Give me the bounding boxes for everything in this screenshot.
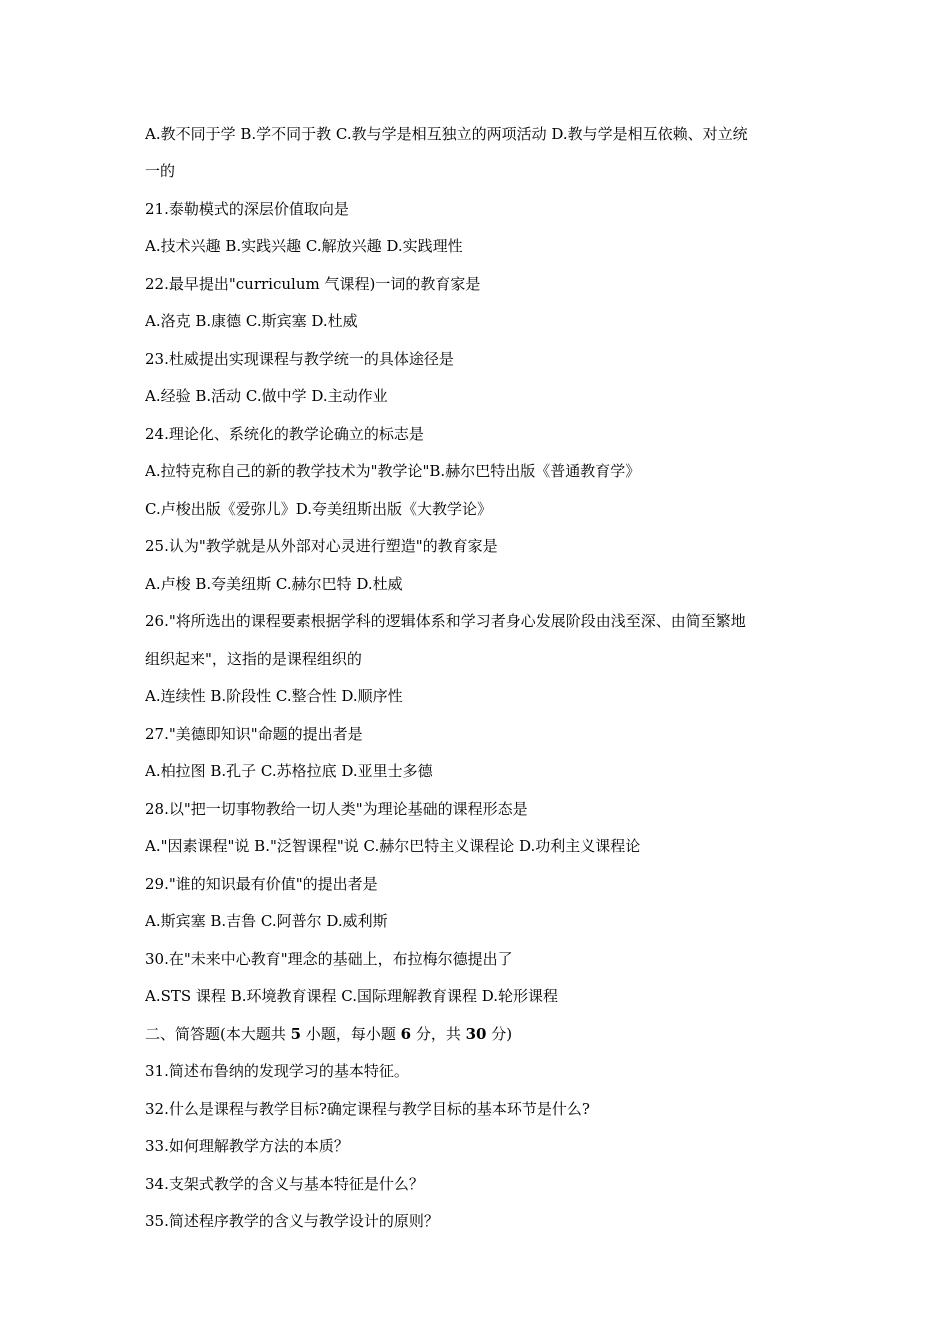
section-points-each: 6 [400, 1025, 412, 1043]
options-24-c-d: C.卢梭出版《爱弥儿》D.夸美纽斯出版《大教学论》 [145, 500, 492, 518]
section-points-total: 30 [465, 1025, 487, 1043]
options-22: A.洛克 B.康德 C.斯宾塞 D.杜威 [145, 312, 358, 330]
question-26-continued: 组织起来"，这指的是课程组织的 [145, 650, 362, 668]
question-34: 34.支架式教学的含义与基本特征是什么？ [145, 1175, 424, 1193]
options-30: A.STS 课程 B.环境教育课程 C.国际理解教育课程 D.轮形课程 [145, 987, 558, 1005]
question-21: 21.泰勒模式的深层价值取向是 [145, 200, 349, 218]
question-22: 22.最早提出"curriculum 气课程)一词的教育家是 [145, 275, 481, 293]
section-question-count: 5 [290, 1025, 302, 1043]
question-25: 25.认为"教学就是从外部对心灵进行塑造"的教育家是 [145, 537, 498, 555]
section-heading-mid2: 分，共 [411, 1025, 466, 1043]
question-30: 30.在"未来中心教育"理念的基础上，布拉梅尔德提出了 [145, 950, 513, 968]
option-line: A.教不同于学 B.学不同于教 C.教与学是相互独立的两项活动 D.教与学是相互依赖、对立统 [145, 125, 748, 143]
question-26: 26."将所选出的课程要素根据学科的逻辑体系和学习者身心发展阶段由浅至深、由简至繁地 [145, 612, 746, 630]
question-35: 35.简述程序教学的含义与教学设计的原则？ [145, 1212, 439, 1230]
section-heading-mid1: 小题，每小题 [301, 1025, 401, 1043]
section-heading-suffix: 分) [486, 1025, 513, 1043]
options-23: A.经验 B.活动 C.做中学 D.主动作业 [145, 387, 388, 405]
question-27: 27."美德即知识"命题的提出者是 [145, 725, 363, 743]
question-29: 29."谁的知识最有价值"的提出者是 [145, 875, 378, 893]
options-29: A.斯宾塞 B.吉鲁 C.阿普尔 D.威利斯 [145, 912, 388, 930]
options-25: A.卢梭 B.夸美纽斯 C.赫尔巴特 D.杜威 [145, 575, 403, 593]
section-heading-prefix: 二、简答题(本大题共 [145, 1025, 291, 1043]
question-24: 24.理论化、系统化的教学论确立的标志是 [145, 425, 424, 443]
options-26: A.连续性 B.阶段性 C.整合性 D.顺序性 [145, 687, 403, 705]
options-28: A."因素课程"说 B."泛智课程"说 C.赫尔巴特主义课程论 D.功利主义课程论 [145, 837, 641, 855]
section-heading-short-answer [145, 1024, 825, 1044]
question-33: 33.如何理解教学方法的本质？ [145, 1137, 349, 1155]
question-32: 32.什么是课程与教学目标?确定课程与教学目标的基本环节是什么? [145, 1100, 590, 1118]
question-23: 23.杜威提出实现课程与教学统一的具体途径是 [145, 350, 454, 368]
options-24-a-b: A.拉特克称自己的新的教学技术为"教学论"B.赫尔巴特出版《普通教育学》 [145, 462, 641, 480]
options-27: A.柏拉图 B.孔子 C.苏格拉底 D.亚里士多德 [145, 762, 433, 780]
question-31: 31.简述布鲁纳的发现学习的基本特征。 [145, 1062, 409, 1080]
option-line-continued: 一的 [145, 162, 176, 180]
options-21: A.技术兴趣 B.实践兴趣 C.解放兴趣 D.实践理性 [145, 237, 463, 255]
question-28: 28.以"把一切事物教给一切人类"为理论基础的课程形态是 [145, 800, 528, 818]
